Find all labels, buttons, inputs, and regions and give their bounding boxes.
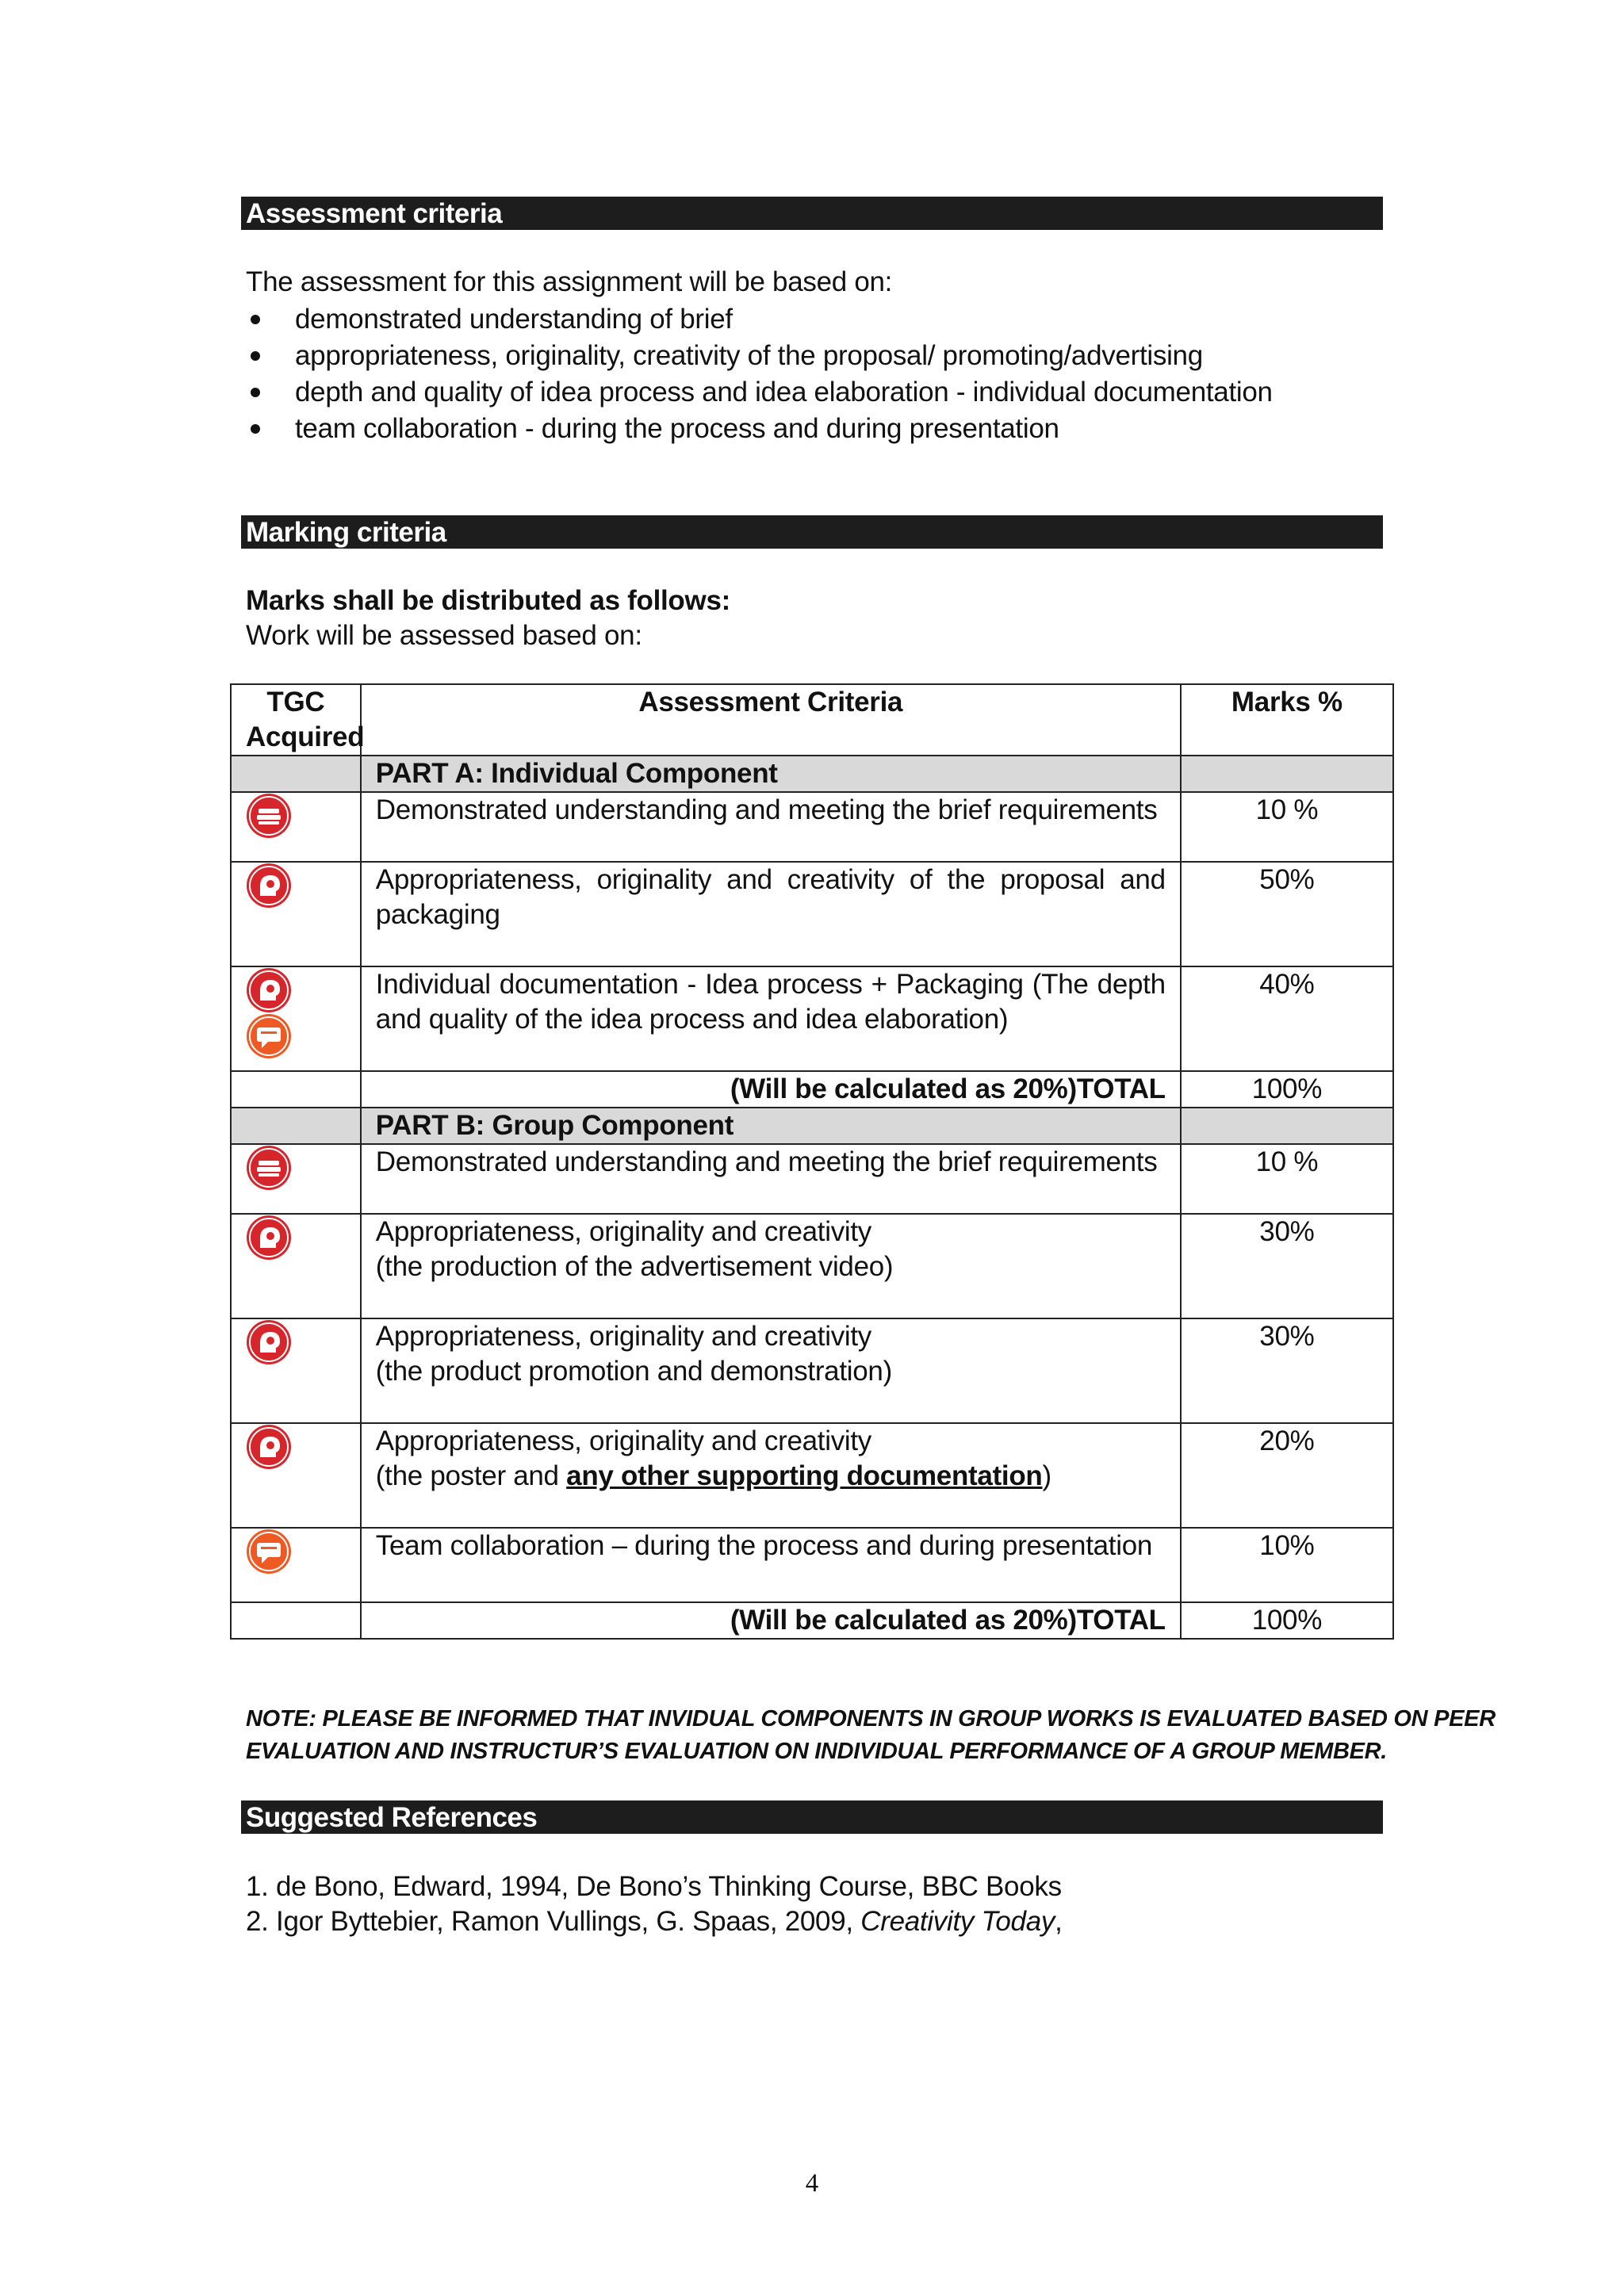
criteria-cell: Appropriateness, originality and creativity (the product promotion and demonstration) — [361, 1318, 1181, 1423]
understanding-icon — [246, 1145, 292, 1191]
marks-cell: 10% — [1181, 1528, 1393, 1602]
understanding-icon — [246, 793, 292, 839]
table-row — [231, 966, 1393, 1071]
marks-cell: 30% — [1181, 1214, 1393, 1318]
bullet-icon — [251, 388, 260, 397]
table-row — [231, 862, 1393, 966]
criteria-cell: Appropriateness, originality and creativity (the production of the advertisement video) — [361, 1214, 1181, 1318]
table-row — [231, 1318, 1393, 1423]
list-item: team collaboration - during the process and during presentation — [246, 411, 1273, 447]
reference-item: 1. de Bono, Edward, 1994, De Bono’s Thinking Course, BBC Books — [246, 1871, 1062, 1902]
creativity-icon — [246, 1319, 292, 1365]
header-criteria: Assessment Criteria — [361, 684, 1181, 756]
bullet-icon — [251, 351, 260, 361]
marks-distributed-heading: Marks shall be distributed as follows: — [246, 585, 730, 616]
criteria-cell: Demonstrated understanding and meeting the brief requirements — [361, 1144, 1181, 1214]
creativity-icon — [246, 967, 292, 1013]
evaluation-note: NOTE: PLEASE BE INFORMED THAT INVIDUAL COMPONENTS IN GROUP WORKS IS EVALUATED BASED ON PEER EVALUATION AND INSTRUCTUR’S EVALUATION ON INDIVIDUAL PERFORMANCE OF A GROUP MEMBER. — [246, 1706, 1496, 1764]
supporting-docs-emphasis: any other supporting documentation — [566, 1460, 1043, 1491]
marks-cell: 20% — [1181, 1423, 1393, 1528]
marks-cell: 50% — [1181, 862, 1393, 966]
table-row — [231, 1144, 1393, 1214]
creativity-icon — [246, 863, 292, 909]
list-item: appropriateness, originality, creativity of the proposal/ promoting/advertising — [246, 338, 1273, 374]
part-b-title: PART B: Group Component — [361, 1108, 1181, 1144]
marks-cell: 30% — [1181, 1318, 1393, 1423]
marking-table — [230, 683, 1394, 1640]
criteria-cell: Demonstrated understanding and meeting the brief requirements — [361, 792, 1181, 862]
page-number: 4 — [805, 2169, 819, 2198]
total-label: (Will be calculated as 20%)TOTAL — [361, 1602, 1181, 1639]
marks-cell: 10 % — [1181, 1144, 1393, 1214]
criteria-cell: Team collaboration – during the process and during presentation — [361, 1528, 1181, 1602]
collaboration-icon — [246, 1013, 292, 1059]
header-tgc: TGC Acquired — [231, 684, 361, 756]
bullet-icon — [251, 424, 260, 434]
criteria-cell: Appropriateness, originality and creativity of the proposal and packaging — [361, 862, 1181, 966]
header-marks: Marks % — [1181, 684, 1393, 756]
work-assessed-text: Work will be assessed based on: — [246, 620, 642, 651]
creativity-icon — [246, 1424, 292, 1470]
table-row — [231, 1214, 1393, 1318]
reference-item: 2. Igor Byttebier, Ramon Vullings, G. Spaas, 2009, Creativity Today, — [246, 1906, 1063, 1937]
list-item: depth and quality of idea process and idea elaboration - individual documentation — [246, 374, 1273, 411]
total-value: 100% — [1181, 1602, 1393, 1639]
assessment-criteria-header: Assessment criteria — [241, 197, 1383, 230]
part-b-row — [231, 1108, 1393, 1144]
part-a-title: PART A: Individual Component — [361, 756, 1181, 792]
list-item: demonstrated understanding of brief — [246, 301, 1273, 338]
bullet-icon — [251, 315, 260, 324]
part-b-total-row — [231, 1602, 1393, 1639]
collaboration-icon — [246, 1529, 292, 1575]
marking-criteria-header: Marking criteria — [241, 515, 1383, 549]
part-a-total-row — [231, 1071, 1393, 1108]
assessment-intro: The assessment for this assignment will be based on: — [246, 266, 893, 297]
marks-cell: 10 % — [1181, 792, 1393, 862]
total-label: (Will be calculated as 20%)TOTAL — [361, 1071, 1181, 1108]
suggested-references-header: Suggested References — [241, 1800, 1383, 1834]
criteria-cell: Appropriateness, originality and creativity (the poster and any other supporting documentation) — [361, 1423, 1181, 1528]
total-value: 100% — [1181, 1071, 1393, 1108]
table-header-row — [231, 684, 1393, 756]
marks-cell: 40% — [1181, 966, 1393, 1071]
table-row — [231, 1528, 1393, 1602]
table-row — [231, 1423, 1393, 1528]
criteria-cell: Individual documentation - Idea process + Packaging (The depth and quality of the idea process and idea elaboration) — [361, 966, 1181, 1071]
part-a-row — [231, 756, 1393, 792]
assessment-bullet-list — [246, 301, 1273, 447]
creativity-icon — [246, 1215, 292, 1261]
table-row — [231, 792, 1393, 862]
